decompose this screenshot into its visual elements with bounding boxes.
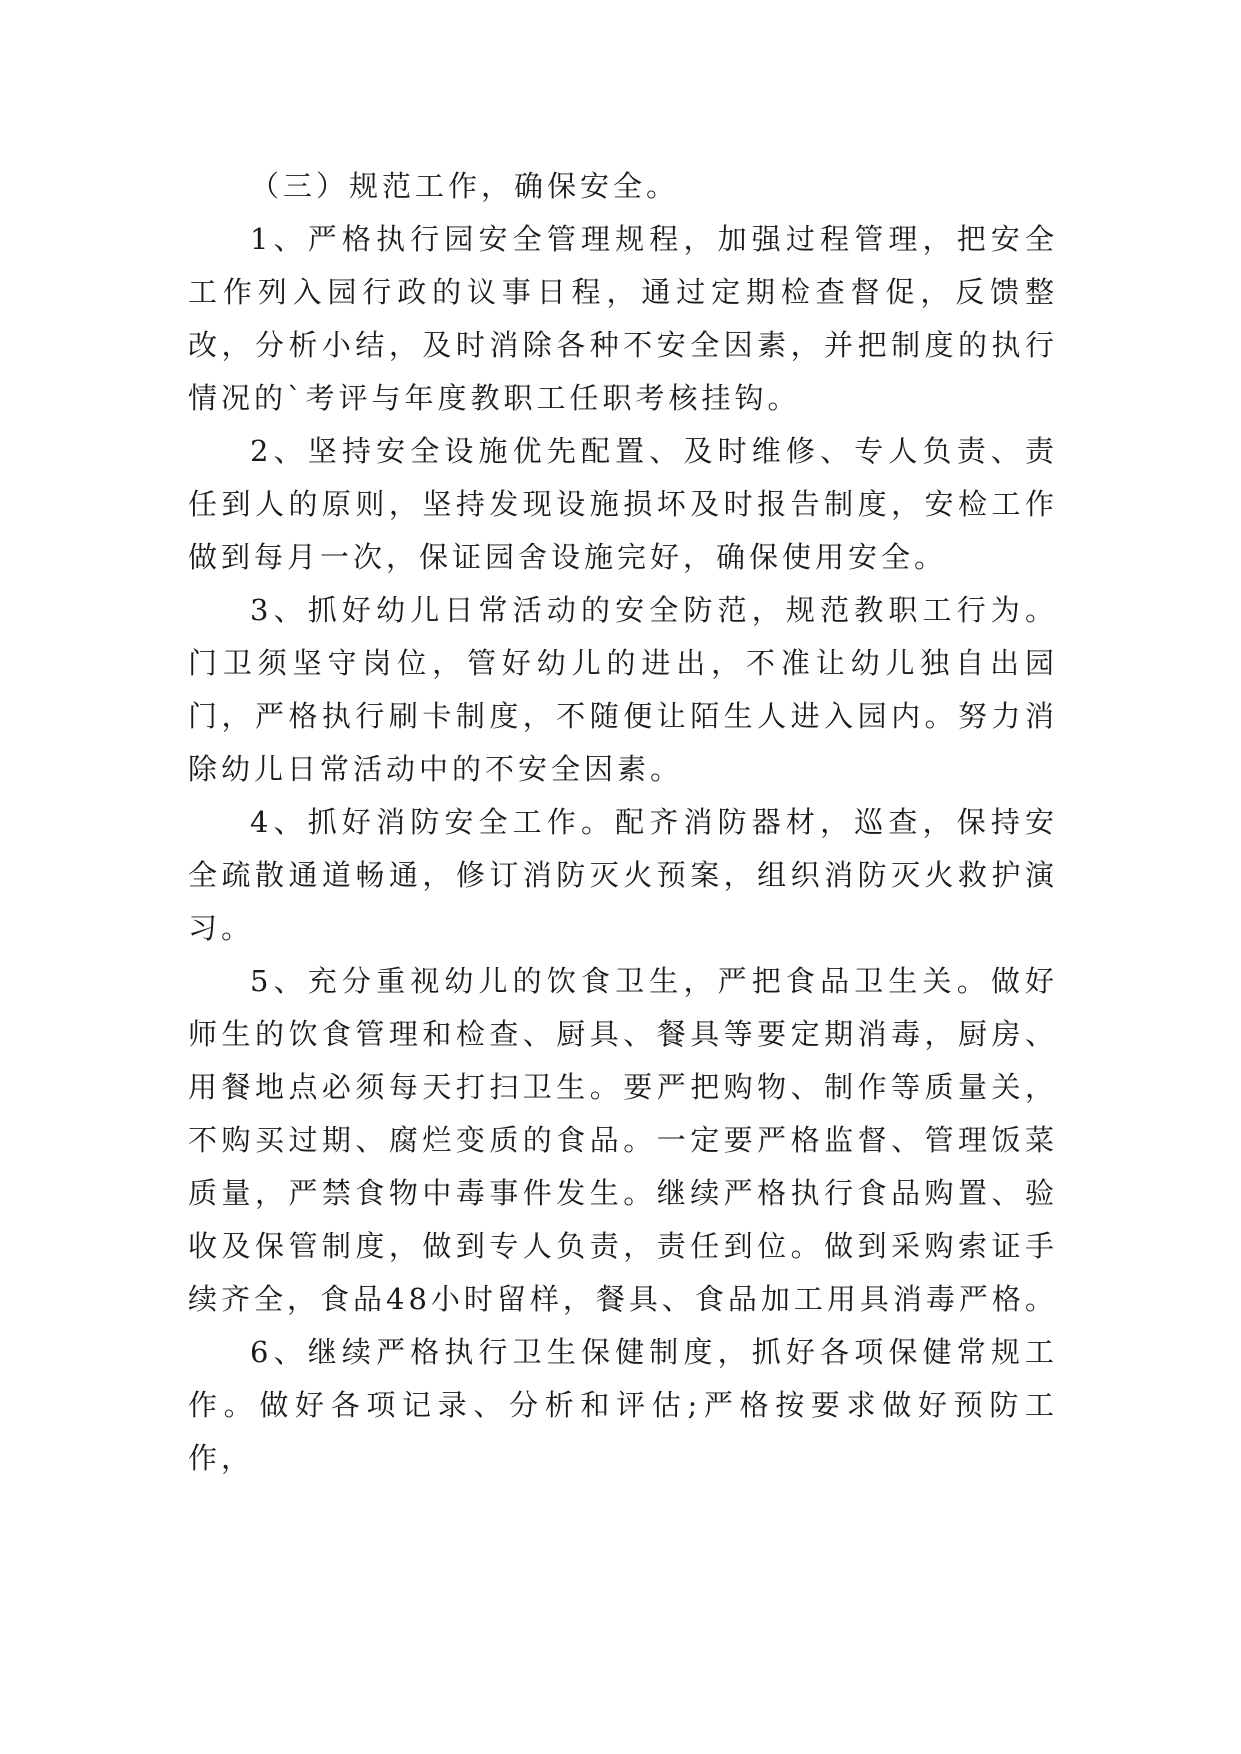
document-body [188,160,1058,1485]
paragraph-1: 1、严格执行园安全管理规程，加强过程管理，把安全工作列入园行政的议事日程，通过定期检查督促，反馈整改，分析小结，及时消除各种不安全因素，并把制度的执行情况的`考评与年度教职工任职考核挂钩。 [188,222,1058,415]
paragraph-4: 4、抓好消防安全工作。配齐消防器材，巡查，保持安全疏散通道畅通，修订消防灭火预案，组织消防灭火救护演习。 [188,805,1058,945]
paragraph-3: 3、抓好幼儿日常活动的安全防范，规范教职工行为。门卫须坚守岗位，管好幼儿的进出，不准让幼儿独自出园门，严格执行刷卡制度，不随便让陌生人进入园内。努力消除幼儿日常活动中的不安全因素。 [188,593,1058,786]
paragraph-5: 5、充分重视幼儿的饮食卫生，严把食品卫生关。做好师生的饮食管理和检查、厨具、餐具等要定期消毒，厨房、用餐地点必须每天打扫卫生。要严把购物、制作等质量关，不购买过期、腐烂变质的食品。一定要严格监督、管理饭菜质量，严禁食物中毒事件发生。继续严格执行食品购置、验收及保管制度，做到专人负责，责任到位。做到采购索证手续齐全，食品48小时留样，餐具、食品加工用具消毒严格。 [188,964,1058,1316]
paragraph-2: 2、坚持安全设施优先配置、及时维修、专人负责、责任到人的原则，坚持发现设施损坏及时报告制度，安检工作做到每月一次，保证园舍设施完好，确保使用安全。 [188,434,1058,574]
section-heading: （三）规范工作，确保安全。 [250,169,680,203]
paragraph-6: 6、继续严格执行卫生保健制度，抓好各项保健常规工作。做好各项记录、分析和评估;严格按要求做好预防工作， [188,1335,1058,1475]
